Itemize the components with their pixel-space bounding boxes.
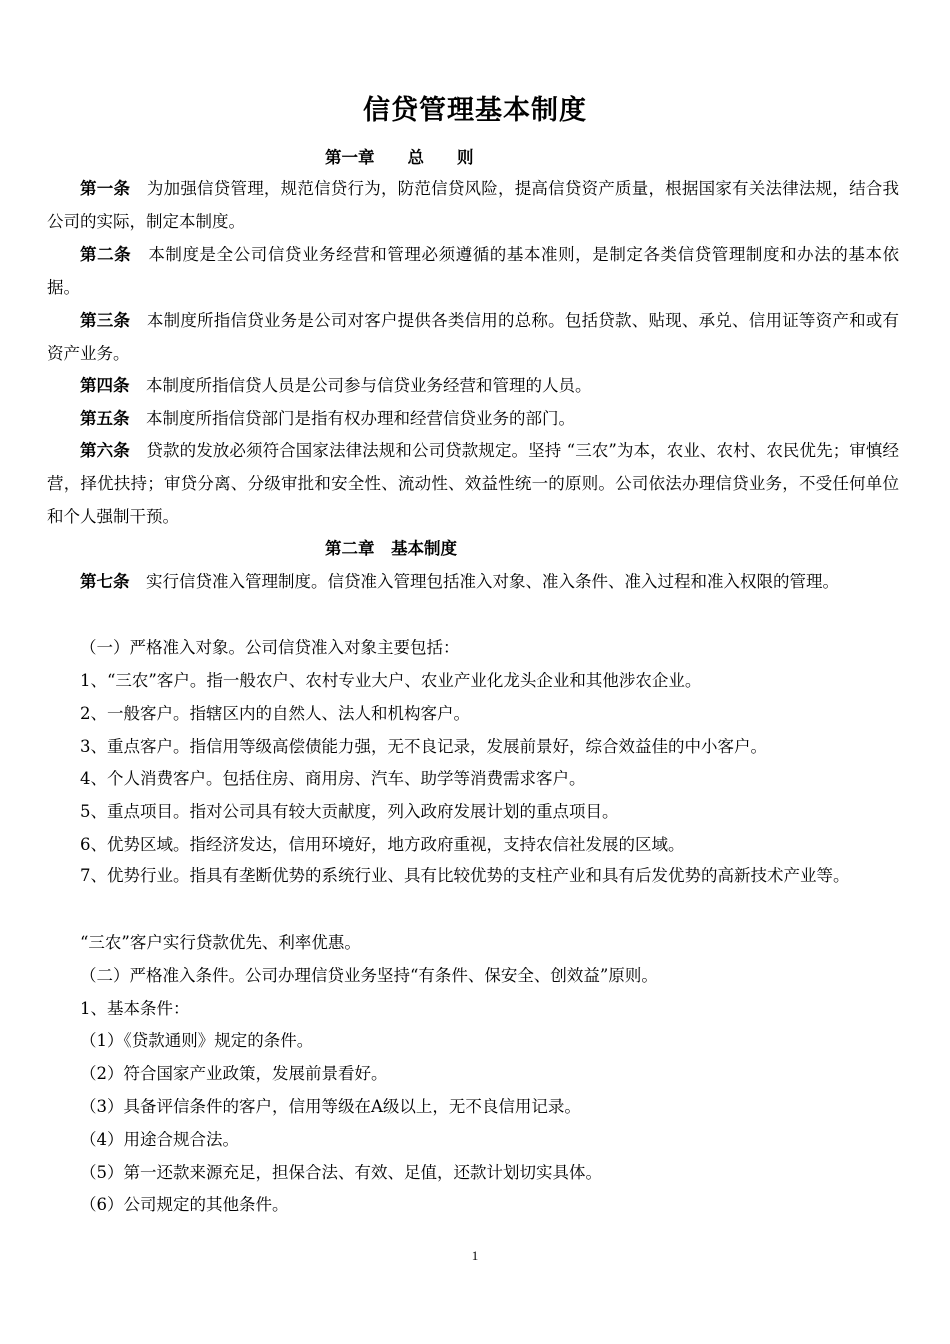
list-item: 4、个人消费客户。包括住房、商用房、汽车、助学等消费需求客户。 [80, 769, 586, 788]
list-item: 5、重点项目。指对公司具有较大贡献度，列入政府发展计划的重点项目。 [80, 802, 619, 821]
article-4 [47, 369, 899, 402]
chapter-1-heading: 第一章 总 则 [325, 148, 474, 167]
article-2 [47, 238, 899, 304]
article-label: 第二条 [80, 245, 132, 264]
condition-item: （1）《贷款通则》规定的条件。 [80, 1031, 314, 1050]
article-3 [47, 304, 899, 370]
condition-item: （6）公司规定的其他条件。 [80, 1195, 289, 1214]
article-label: 第五条 [80, 409, 130, 428]
note-line: “三农”客户实行贷款优先、利率优惠。 [80, 933, 361, 952]
list-item: 7、优势行业。指具有垄断优势的系统行业、具有比较优势的支柱产业和具有后发优势的高新技术产业等。 [80, 866, 850, 885]
article-text: 本制度所指信贷部门是指有权办理和经营信贷业务的部门。 [146, 409, 575, 428]
article-label: 第四条 [80, 376, 130, 395]
article-label: 第一条 [80, 179, 131, 198]
condition-item: （3）具备评信条件的客户，信用等级在A级以上，无不良信用记录。 [80, 1097, 581, 1116]
page-number: 1 [471, 1248, 479, 1263]
section-2-title: （二）严格准入条件。公司办理信贷业务坚持“有条件、保安全、创效益”原则。 [80, 966, 658, 985]
article-7 [47, 565, 899, 598]
list-item: 2、一般客户。指辖区内的自然人、法人和机构客户。 [80, 704, 470, 723]
article-label: 第六条 [80, 441, 130, 460]
article-text: 实行信贷准入管理制度。信贷准入管理包括准入对象、准入条件、准入过程和准入权限的管理。 [146, 572, 839, 591]
article-6 [47, 434, 899, 533]
article-label: 第三条 [80, 311, 131, 330]
list-item: 6、优势区域。指经济发达，信用环境好，地方政府重视，支持农信社发展的区域。 [80, 835, 685, 854]
list-item: 3、重点客户。指信用等级高偿债能力强，无不良记录，发展前景好，综合效益佳的中小客户。 [80, 737, 767, 756]
article-text: 贷款的发放必须符合国家法律法规和公司贷款规定。坚持 “三农”为本，农业、农村、农民优先；审慎经营，择优扶持；审贷分离、分级审批和安全性、流动性、效益性统一的原则。公司依法办理信贷业务，不受任何单位和个人强制干预。 [47, 441, 900, 526]
article-1 [47, 172, 899, 238]
condition-item: （5）第一还款来源充足，担保合法、有效、足值，还款计划切实具体。 [80, 1163, 602, 1182]
article-text: 本制度所指信贷业务是公司对客户提供各类信用的总称。包括贷款、贴现、承兑、信用证等资产和或有资产业务。 [47, 311, 899, 363]
condition-item: （2）符合国家产业政策，发展前景看好。 [80, 1064, 388, 1083]
condition-item: （4）用途合规合法。 [80, 1130, 239, 1149]
article-text: 为加强信贷管理，规范信贷行为，防范信贷风险，提高信贷资产质量，根据国家有关法律法规，结合我公司的实际，制定本制度。 [47, 179, 899, 231]
article-text: 本制度所指信贷人员是公司参与信贷业务经营和管理的人员。 [146, 376, 592, 395]
article-text: 本制度是全公司信贷业务经营和管理必须遵循的基本准则，是制定各类信贷管理制度和办法的基本依据。 [47, 245, 900, 297]
document-title: 信贷管理基本制度 [363, 95, 587, 126]
section-1-title: （一）严格准入对象。公司信贷准入对象主要包括： [80, 638, 460, 657]
chapter-2-heading: 第二章 基本制度 [325, 539, 457, 558]
article-label: 第七条 [80, 572, 130, 591]
basic-conditions-heading: 1、基本条件： [80, 999, 190, 1018]
article-5 [47, 402, 899, 435]
list-item: 1、“三农”客户。指一般农户、农村专业大户、农业产业化龙头企业和其他涉农企业。 [80, 671, 702, 690]
